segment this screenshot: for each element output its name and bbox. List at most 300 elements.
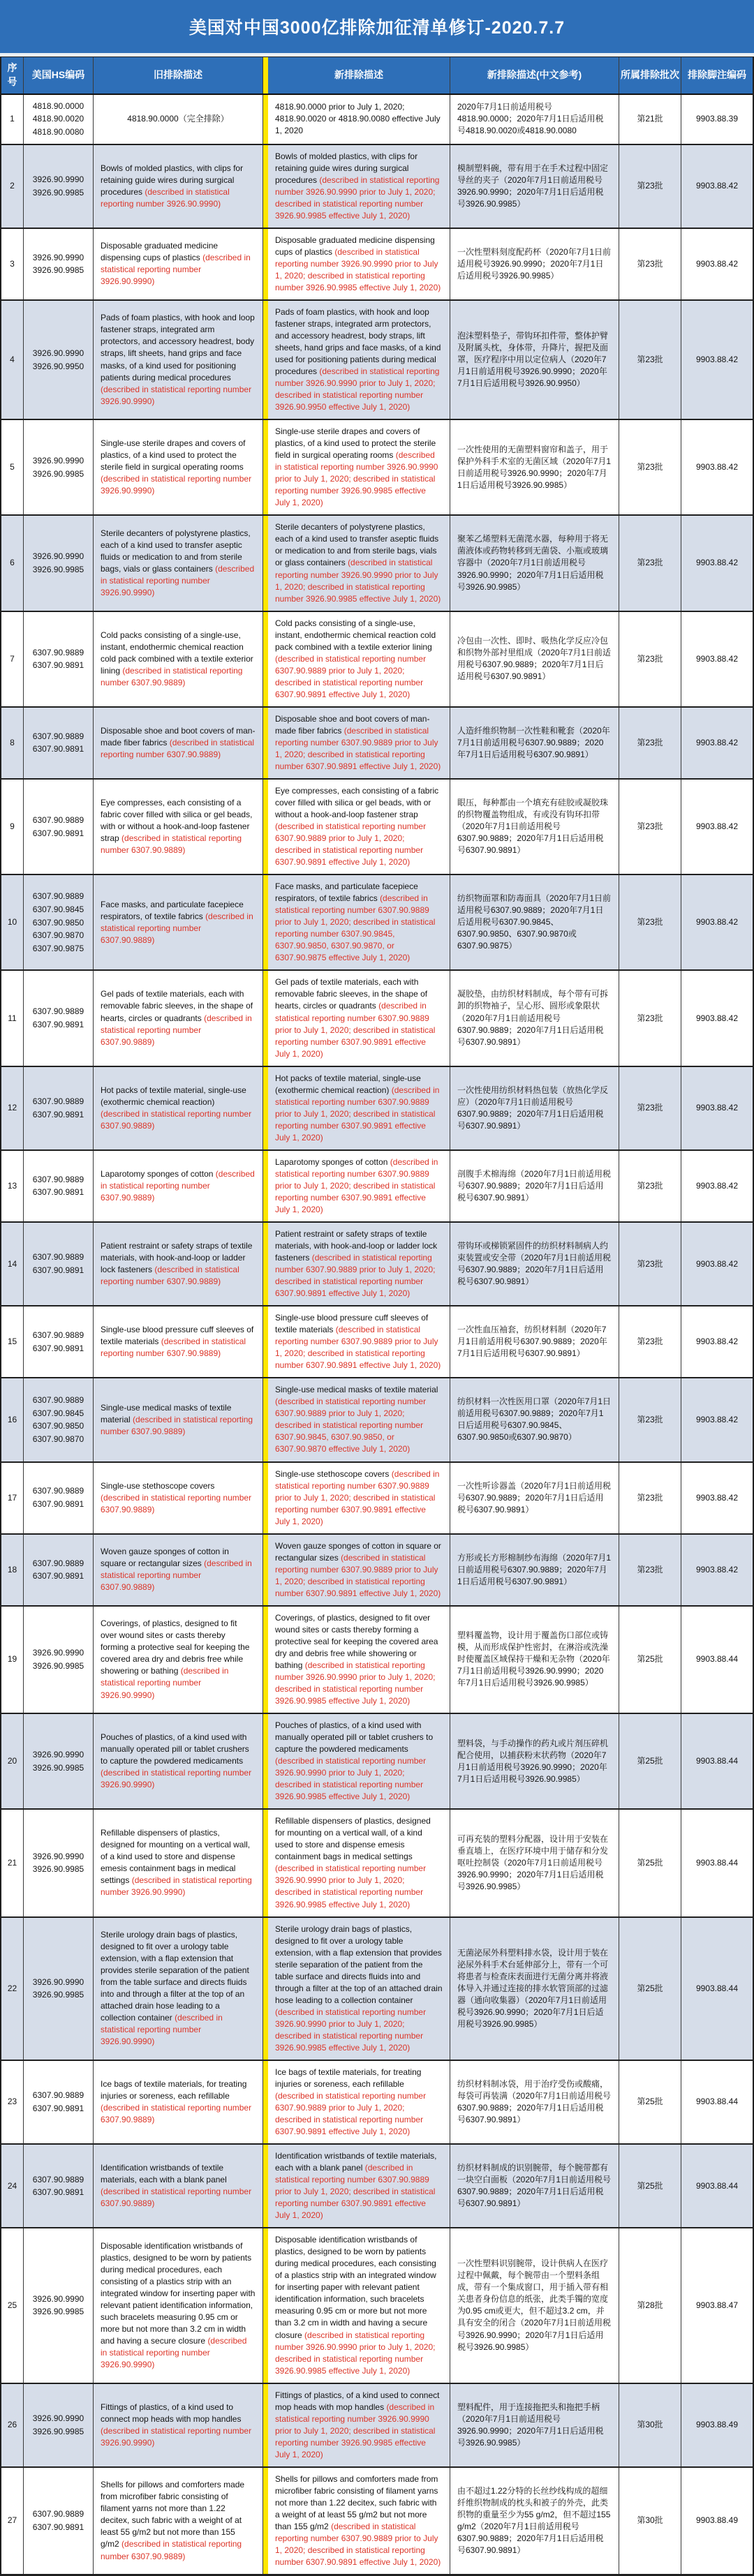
hs-code: 3926.90.9950 bbox=[32, 361, 84, 371]
new-desc-note: (described in statistical reporting number 3926.90.9990 prior to July 1, 2020; described in statistical reporting number 3926.90.9985 effective July 1, 2020) bbox=[275, 1756, 427, 1802]
new-desc-note: (described in statistical reporting number 6307.90.9889 prior to July 1, 2020; described in statistical reporting number 6307.90.9891 effective July 1, 2020) bbox=[275, 1468, 440, 1526]
cn-desc-cell: 眼压，每种都由一个填充有硅胶或凝胶珠的织物覆盖物组成，有或没有钩环扣带（2020年7月1日前适用税号6307.90.9889；2020年7月1日后适用税号6307.90.9891） bbox=[450, 780, 619, 874]
old-desc-note: (described in statistical reporting number 6307.90.9889) bbox=[101, 1558, 252, 1593]
old-desc-text: 4818.90.0000（完全排除） bbox=[127, 114, 229, 124]
hs-codes-cell bbox=[24, 420, 94, 514]
old-desc-cell bbox=[94, 2384, 263, 2466]
new-desc-cell bbox=[263, 516, 450, 610]
old-desc-cell bbox=[94, 708, 263, 778]
hs-code: 6307.90.9870 bbox=[32, 930, 84, 941]
new-desc-cell bbox=[263, 875, 450, 969]
batch-cell: 第23批 bbox=[619, 420, 681, 514]
old-desc-text: Single-use blood pressure cuff sleeves of textile materials bbox=[101, 1325, 254, 1347]
cn-desc-cell: 塑料覆盖物，设计用于覆盖伤口部位或铸模，从而形成保护性密封，在淋浴或洗澡时使覆盖区域保持干燥和无杂物（2020年7月1日前适用税号3926.90.9990；2020年7月1日后适用税号3926.90.9985） bbox=[450, 1607, 619, 1713]
cn-desc-cell: 方形或长方形棉制纱布海绵（2020年7月1日前适用税号6307.90.9889；2020年7月1日后适用税号6307.90.9891） bbox=[450, 1535, 619, 1605]
hs-codes-cell bbox=[24, 971, 94, 1065]
table-row bbox=[1, 708, 753, 780]
table-row bbox=[1, 1151, 753, 1223]
cn-desc-cell: 一次性使用的无菌塑料窗帘和盖子，用于保护外科手术室的无菌区域（2020年7月1日前适用税号3926.90.9990；2020年7月1日后适用税号3926.90.9985） bbox=[450, 420, 619, 514]
new-desc-note: (described in statistical reporting number 6307.90.9889 prior to July 1, 2020; described in statistical reporting number 6307.90.9891 effective July 1, 2020) bbox=[275, 1085, 440, 1142]
hs-codes-cell bbox=[24, 1607, 94, 1713]
new-desc-text: Gel pads of textile materials, each with removable fabric sleeves, in the shape of hearts, circles or quadrants bbox=[275, 977, 428, 1011]
hs-code: 3926.90.9990 bbox=[32, 1750, 84, 1760]
hs-codes-cell bbox=[24, 1378, 94, 1461]
hs-code: 6307.90.9889 bbox=[32, 1174, 84, 1184]
hs-code: 4818.90.0020 bbox=[32, 114, 84, 124]
cn-desc-cell: 模制塑料碗，带有用于在手术过程中固定导丝的夹子（2020年7月1日前适用税号3926.90.9990；2020年7月1日后适用税号3926.90.9985） bbox=[450, 145, 619, 228]
table-row bbox=[1, 420, 753, 516]
old-desc-note: (described in statistical reporting number 3926.90.9990) bbox=[101, 186, 230, 209]
row-number-cell: 8 bbox=[1, 708, 24, 778]
old-desc-text: Eye compresses, each consisting of a fabric cover filled with silica or gel beads, with or without a hook-and-loop fastener strap bbox=[101, 798, 253, 844]
hs-code: 6307.90.9891 bbox=[32, 2187, 84, 2198]
new-desc-note: (described in statistical reporting number 3926.90.9990 prior to July 1, 2020; described in statistical reporting number 3926.90.9985 effective July 1, 2020) bbox=[275, 1660, 436, 1706]
hs-code: 6307.90.9850 bbox=[32, 917, 84, 928]
batch-cell: 第21批 bbox=[619, 95, 681, 144]
old-desc-text: Single-use stethoscope covers bbox=[101, 1480, 215, 1491]
batch-cell: 第23批 bbox=[619, 1463, 681, 1533]
table-row bbox=[1, 1535, 753, 1607]
table-row bbox=[1, 1223, 753, 1306]
footnote-code-cell: 9903.88.44 bbox=[695, 1756, 739, 1766]
batch-cell: 第30批 bbox=[619, 2468, 681, 2574]
hs-code: 3926.90.9985 bbox=[32, 1660, 84, 1671]
old-desc-note: (described in statistical reporting number 3926.90.9990) bbox=[101, 1768, 252, 1790]
table-row bbox=[1, 2468, 753, 2574]
hs-code: 6307.90.9889 bbox=[32, 731, 84, 741]
hs-codes-cell bbox=[24, 1223, 94, 1305]
hs-code: 3926.90.9990 bbox=[32, 2293, 84, 2304]
old-desc-text: Bowls of molded plastics, with clips for retaining guide wires during surgical procedures bbox=[101, 163, 244, 197]
new-desc-text: Eye compresses, each consisting of a fabric cover filled with silica or gel beads, with or without a hook-and-loop fastener strap bbox=[275, 785, 439, 820]
new-desc-cell bbox=[263, 1067, 450, 1149]
old-desc-cell bbox=[94, 2468, 263, 2574]
old-desc-note: (described in statistical reporting number 6307.90.9889) bbox=[101, 1013, 252, 1047]
new-desc-text: Pads of foam plastics, with hook and loop fastener straps, integrated arm protectors, and accessory headrest, body straps, lift sheets, hand grips and face masks, of a kind used for positioning patients during medical procedures bbox=[275, 306, 441, 377]
new-desc-cell bbox=[263, 2384, 450, 2466]
new-desc-cell bbox=[263, 1607, 450, 1713]
old-desc-note: (described in statistical reporting number 3926.90.9990) bbox=[101, 384, 252, 406]
footnote-code-cell: 9903.88.42 bbox=[695, 1564, 739, 1574]
old-desc-text: Coverings, of plastics, designed to fit over wound sites or casts thereby forming a protective seal for keeping the covered area dry and debris free while showering or bathing bbox=[101, 1618, 250, 1676]
new-desc-note: (described in statistical reporting number 6307.90.9889 prior to July 1, 2020; described in statistical reporting number 6307.90.9891 effective July 1, 2020) bbox=[275, 1552, 441, 1598]
footnote-code-cell: 9903.88.42 bbox=[695, 1414, 739, 1424]
cn-desc-cell: 无菌泌尿外科塑料排水袋，设计用于装在泌尿外科手术台延伸部分上，带有一个可将患者与检查床表面进行无菌分离并将液体导入并通过连接的排水软管顶部的过滤器（通向收集器）（2020年7月1日前适用税号3926.90.9990；2020年7月1日后适用税号3926.90.9985） bbox=[450, 1918, 619, 2060]
new-desc-cell bbox=[263, 301, 450, 419]
old-desc-text: Sterile decanters of polystyrene plastics, each of a kind used to transfer aseptic fluids or medication to and from sterile bags, vials or glass containers bbox=[101, 528, 251, 574]
old-desc-text: Refillable dispensers of plastics, designed for mounting on a vertical wall, of a kind used to store and dispense emesis containment bags in medical settings bbox=[101, 1828, 251, 1886]
cn-desc-cell: 纺织材料制成的识别腕带，每个腕带都有一块空白面板（2020年7月1日前适用税号6307.90.9889；2020年7月1日后适用税号6307.90.9891） bbox=[450, 2145, 619, 2227]
old-desc-cell bbox=[94, 1714, 263, 1808]
row-number-cell: 11 bbox=[1, 971, 24, 1065]
footnote-code-cell: 9903.88.49 bbox=[695, 2420, 739, 2430]
new-desc-text: Sterile urology drain bags of plastics, designed to fit over a urology table extension, with a flap extension that provides sterile separation of the patient from the table surface and directs fluids into and through a filter at the top of an attached drain hose leading to a collection container bbox=[275, 1923, 443, 2005]
row-number-cell: 23 bbox=[1, 2061, 24, 2143]
old-desc-cell bbox=[94, 1151, 263, 1221]
table-row bbox=[1, 145, 753, 229]
new-desc-note: (described in statistical reporting number 6307.90.9889 prior to July 1, 2020; described in statistical reporting number 6307.90.9891 effective July 1, 2020) bbox=[275, 725, 441, 771]
new-desc-cell bbox=[263, 1151, 450, 1221]
hs-codes-cell bbox=[24, 95, 94, 144]
new-desc-note: (described in statistical reporting number 3926.90.9990 prior to July 1, 2020; described in statistical reporting number 3926.90.9985 effective July 1, 2020) bbox=[275, 2007, 427, 2053]
row-number-cell: 18 bbox=[1, 1535, 24, 1605]
old-desc-text: Pouches of plastics, of a kind used with manually operated pill or tablet crushers to capture the powdered medicaments bbox=[101, 1732, 249, 1766]
new-desc-text: Laparotomy sponges of cotton bbox=[275, 1156, 388, 1167]
row-number-cell: 19 bbox=[1, 1607, 24, 1713]
hs-code: 3926.90.9990 bbox=[32, 456, 84, 466]
cn-desc-cell: 纺织物面罩和防毒面具（2020年7月1日前适用税号6307.90.9889；2020年7月1日后适用税号6307.90.9845、6307.90.9850、6307.90.9870或6307.90.9875） bbox=[450, 875, 619, 969]
hs-code: 6307.90.9891 bbox=[32, 828, 84, 838]
table-body bbox=[1, 95, 753, 2574]
old-desc-note: (described in statistical reporting number 6307.90.9889) bbox=[101, 1492, 252, 1514]
new-desc-note: (described in statistical reporting number 3926.90.9990 prior to July 1, 2020; described in statistical reporting number 3926.90.9985 effective July 1, 2020) bbox=[275, 450, 438, 508]
batch-cell: 第23批 bbox=[619, 1067, 681, 1149]
cn-desc-cell: 纺织材料一次性医用口罩（2020年7月1日前适用税号6307.90.9889；2020年7月1日后适用税号6307.90.9845、6307.90.9850或6307.90.9870） bbox=[450, 1378, 619, 1461]
header-col-old-desc: 旧排除描述 bbox=[94, 57, 263, 94]
footnote-code-cell: 9903.88.42 bbox=[695, 821, 739, 832]
table-row bbox=[1, 1810, 753, 1917]
batch-cell: 第25批 bbox=[619, 1810, 681, 1916]
footnote-code-cell: 9903.88.49 bbox=[695, 2515, 739, 2526]
new-desc-text: Woven gauze sponges of cotton in square or rectangular sizes bbox=[275, 1540, 441, 1563]
new-desc-text: Single-use medical masks of textile material bbox=[275, 1385, 438, 1395]
footnote-code-cell: 9903.88.42 bbox=[695, 355, 739, 364]
old-desc-cell bbox=[94, 2145, 263, 2227]
new-desc-note: (described in statistical reporting number 6307.90.9889 prior to July 1, 2020; described in statistical reporting number 6307.90.9891 effective July 1, 2020) bbox=[275, 1325, 441, 1371]
hs-codes-cell bbox=[24, 1535, 94, 1605]
old-desc-note: (described in statistical reporting number 6307.90.9889) bbox=[101, 2102, 252, 2124]
row-number-cell: 27 bbox=[1, 2468, 24, 2574]
hs-code: 3926.90.9985 bbox=[32, 564, 84, 574]
hs-codes-cell bbox=[24, 1810, 94, 1916]
batch-cell: 第25批 bbox=[619, 1607, 681, 1713]
old-desc-note: (described in statistical reporting number 6307.90.9889) bbox=[101, 1108, 252, 1131]
new-desc-note: (described in statistical reporting number 6307.90.9889 prior to July 1, 2020; described in statistical reporting number 6307.90.9891 effective July 1, 2020) bbox=[275, 1253, 436, 1299]
row-number-cell: 17 bbox=[1, 1463, 24, 1533]
hs-codes-cell bbox=[24, 1306, 94, 1377]
new-desc-text: Disposable identification wristbands of plastics, designed to be worn by patients during medical procedures, each consisting of a plastics strip with an integrated window for inserting paper with relevant patient identification information, such bracelets measuring 0.95 cm or more but not more than 3.2 cm in width and having a secure closure bbox=[275, 2235, 436, 2340]
batch-cell: 第25批 bbox=[619, 1918, 681, 2060]
old-desc-text: Woven gauze sponges of cotton in square or rectangular sizes bbox=[101, 1547, 229, 1569]
exclusion-table bbox=[0, 57, 754, 2576]
hs-code: 6307.90.9845 bbox=[32, 1408, 84, 1418]
old-desc-note: (described in statistical reporting number 3926.90.9990) bbox=[101, 2336, 247, 2370]
hs-codes-cell bbox=[24, 2228, 94, 2382]
hs-codes-cell bbox=[24, 2145, 94, 2227]
row-number-cell: 9 bbox=[1, 780, 24, 874]
hs-codes-cell bbox=[24, 2384, 94, 2466]
cn-desc-cell: 一次性塑料刻度配药杯（2020年7月1日前适用税号3926.90.9990；2020年7月1日后适用税号3926.90.9985） bbox=[450, 229, 619, 299]
old-desc-cell bbox=[94, 229, 263, 299]
hs-codes-cell bbox=[24, 612, 94, 706]
old-desc-text: Single-use sterile drapes and covers of plastics, of a kind used to protect the sterile field in surgical operating rooms bbox=[101, 438, 246, 472]
old-desc-cell bbox=[94, 612, 263, 706]
footnote-code-cell: 9903.88.44 bbox=[695, 1983, 739, 1993]
batch-cell: 第25批 bbox=[619, 2061, 681, 2143]
hs-code: 3926.90.9985 bbox=[32, 468, 84, 479]
hs-code: 3926.90.9985 bbox=[32, 1864, 84, 1875]
row-number-cell: 24 bbox=[1, 2145, 24, 2227]
batch-cell: 第30批 bbox=[619, 2384, 681, 2466]
batch-cell: 第23批 bbox=[619, 612, 681, 706]
old-desc-cell bbox=[94, 95, 263, 144]
batch-cell: 第23批 bbox=[619, 1223, 681, 1305]
new-desc-note: (described in statistical reporting number 3926.90.9990 prior to July 1, 2020; described in statistical reporting number 3926.90.9985 effective July 1, 2020) bbox=[275, 558, 441, 604]
old-desc-note: (described in statistical reporting number 3926.90.9990) bbox=[101, 474, 252, 496]
new-desc-note: (described in statistical reporting number 6307.90.9889 prior to July 1, 2020; described in statistical reporting number 6307.90.9891 effective July 1, 2020) bbox=[275, 821, 427, 868]
new-desc-text: Patient restraint or safety straps of textile materials, with hook-and-loop or ladder lock fasteners bbox=[275, 1228, 438, 1263]
cn-desc-cell: 泡沫塑料垫子，带钩环扣件带，整体护臂及附属头枕，身体带，升降片，握把及面罩，医疗程序中用以定位病人（2020年7月1日前适用税号3926.90.9990；2020年7月1日后适用税号3926.90.9950） bbox=[450, 301, 619, 419]
table-row bbox=[1, 1463, 753, 1535]
table-row bbox=[1, 516, 753, 611]
new-desc-cell bbox=[263, 95, 450, 144]
header-col-new-desc: 新排除描述 bbox=[263, 57, 450, 94]
new-desc-cell bbox=[263, 1535, 450, 1605]
cn-desc-cell: 一次性使用纺织材料热包装（放热化学反应）（2020年7月1日前适用税号6307.90.9889；2020年7月1日后适用税号6307.90.9891） bbox=[450, 1067, 619, 1149]
table-row bbox=[1, 1918, 753, 2061]
header-col-batch: 所属排除批次 bbox=[619, 57, 681, 94]
new-desc-text: Disposable graduated medicine dispensing cups of plastics bbox=[275, 234, 435, 257]
table-row bbox=[1, 229, 753, 301]
old-desc-cell bbox=[94, 2061, 263, 2143]
footnote-code-cell: 9903.88.44 bbox=[695, 1654, 739, 1665]
footnote-code-cell: 9903.88.42 bbox=[695, 462, 739, 472]
hs-code: 6307.90.9850 bbox=[32, 1421, 84, 1431]
hs-code: 6307.90.9891 bbox=[32, 1499, 84, 1510]
old-desc-cell bbox=[94, 420, 263, 514]
batch-cell: 第23批 bbox=[619, 1378, 681, 1461]
table-row bbox=[1, 2061, 753, 2145]
footnote-code-cell: 9903.88.42 bbox=[695, 1337, 739, 1347]
new-desc-text: Refillable dispensers of plastics, designed for mounting on a vertical wall, of a kind used to store and dispense emesis containment bags in medical settings bbox=[275, 1816, 431, 1862]
footnote-code-cell: 9903.88.42 bbox=[695, 558, 739, 568]
old-desc-note: (described in statistical reporting number 6307.90.9889) bbox=[101, 665, 243, 687]
new-desc-cell bbox=[263, 1714, 450, 1808]
new-desc-note: (described in statistical reporting number 6307.90.9889 prior to July 1, 2020; described in statistical reporting number 6307.90.9891 effective July 1, 2020) bbox=[275, 1001, 436, 1059]
cn-desc-cell: 带钩环或梯锁紧固件的纺织材料制病人约束装置或安全带（2020年7月1日前适用税号6307.90.9889；2020年7月1日后适用税号6307.90.9891） bbox=[450, 1223, 619, 1305]
hs-codes-cell bbox=[24, 1067, 94, 1149]
new-desc-text: Fittings of plastics, of a kind used to connect mop heads with mop handles bbox=[275, 2390, 440, 2412]
new-desc-cell bbox=[263, 708, 450, 778]
old-desc-note: (described in statistical reporting number 3926.90.9990) bbox=[101, 253, 251, 287]
new-desc-cell bbox=[263, 2468, 450, 2574]
hs-codes-cell bbox=[24, 2468, 94, 2574]
table-row bbox=[1, 2145, 753, 2228]
table-row bbox=[1, 971, 753, 1066]
hs-code: 3926.90.9985 bbox=[32, 2426, 84, 2436]
new-desc-note: (described in statistical reporting number 6307.90.9889 prior to July 1, 2020; described in statistical reporting number 6307.90.9845, 6307.90.9850, 6307.90.9870, or 6307.90.9875 effective July 1, 2020) bbox=[275, 893, 436, 963]
old-desc-text: Single-use medical masks of textile material bbox=[101, 1402, 232, 1424]
hs-code: 6307.90.9889 bbox=[32, 1558, 84, 1568]
old-desc-note: (described in statistical reporting number 6307.90.9889) bbox=[101, 737, 255, 759]
new-desc-cell bbox=[263, 145, 450, 228]
new-desc-text: Cold packs consisting of a single-use, instant, endothermic chemical reaction cold pack combined with a textile exterior lining bbox=[275, 618, 436, 652]
hs-code: 3926.90.9985 bbox=[32, 2307, 84, 2317]
old-desc-cell bbox=[94, 1067, 263, 1149]
hs-codes-cell bbox=[24, 1463, 94, 1533]
header-col-index: 序号 bbox=[1, 57, 24, 94]
new-desc-cell bbox=[263, 420, 450, 514]
cn-desc-cell: 冷包由一次性、即时、吸热化学反应冷包和织物外部衬里组成（2020年7月1日前适用税号6307.90.9889；2020年7月1日后适用税号6307.90.9891） bbox=[450, 612, 619, 706]
row-number-cell: 20 bbox=[1, 1714, 24, 1808]
footnote-code-cell: 9903.88.44 bbox=[695, 2180, 739, 2191]
old-desc-text: Ice bags of textile materials, for treating injuries or soreness, each refillable bbox=[101, 2078, 247, 2101]
hs-code: 3926.90.9985 bbox=[32, 1990, 84, 2000]
hs-code: 6307.90.9870 bbox=[32, 1434, 84, 1444]
footnote-code-cell: 9903.88.42 bbox=[695, 181, 739, 191]
hs-code: 6307.90.9891 bbox=[32, 1020, 84, 1030]
new-desc-text: Single-use sterile drapes and covers of plastics, of a kind used to protect the sterile field in surgical operating rooms bbox=[275, 426, 436, 461]
hs-codes-cell bbox=[24, 1714, 94, 1808]
batch-cell: 第23批 bbox=[619, 708, 681, 778]
row-number-cell: 25 bbox=[1, 2228, 24, 2382]
hs-codes-cell bbox=[24, 708, 94, 778]
new-desc-note: (described in statistical reporting number 3926.90.9990 prior to July 1, 2020; described in statistical reporting number 3926.90.9950 effective July 1, 2020) bbox=[275, 366, 440, 412]
new-desc-text: Face masks, and particulate facepiece respirators, of textile fabrics bbox=[275, 881, 418, 904]
header-col-footnote: 排除脚注编码 bbox=[688, 68, 746, 80]
cn-desc-cell: 塑料袋，与手动操作的药丸或片剂压碎机配合使用，以捕获粉末状药物（2020年7月1日前适用税号3926.90.9990；2020年7月1日后适用税号3926.90.9985） bbox=[450, 1714, 619, 1808]
old-desc-text: Patient restraint or safety straps of textile materials, with hook-and-loop or ladder lock fasteners bbox=[101, 1241, 253, 1275]
new-desc-text: Ice bags of textile materials, for treating injuries or soreness, each refillable bbox=[275, 2067, 422, 2089]
hs-code: 3926.90.9985 bbox=[32, 1762, 84, 1773]
table-row bbox=[1, 612, 753, 708]
new-desc-note: (described in statistical reporting number 3926.90.9990 prior to July 1, 2020; described in statistical reporting number 3926.90.9985 effective July 1, 2020) bbox=[275, 2402, 436, 2459]
footnote-code-cell: 9903.88.42 bbox=[695, 653, 739, 664]
old-desc-text: Laparotomy sponges of cotton bbox=[101, 1168, 214, 1179]
footnote-code-cell: 9903.88.42 bbox=[695, 1180, 739, 1191]
table-row bbox=[1, 2384, 753, 2468]
hs-code: 3926.90.9990 bbox=[32, 1976, 84, 1987]
row-number-cell: 21 bbox=[1, 1810, 24, 1916]
old-desc-note: (described in statistical reporting number 3926.90.9990) bbox=[101, 2425, 252, 2448]
new-desc-text: Single-use blood pressure cuff sleeves of textile materials bbox=[275, 1313, 429, 1335]
hs-codes-cell bbox=[24, 301, 94, 419]
old-desc-cell bbox=[94, 875, 263, 969]
new-desc-note: (described in statistical reporting number 6307.90.9889 prior to July 1, 2020; described in statistical reporting number 6307.90.9845, 6307.90.9850, or 6307.90.9870 effective July 1, 2020) bbox=[275, 1397, 427, 1454]
header-col-cn-desc: 新排除描述(中文参考) bbox=[450, 57, 619, 94]
new-desc-cell bbox=[263, 1223, 450, 1305]
header-col-hs-code: 美国HS编码 bbox=[24, 57, 94, 94]
table-row bbox=[1, 875, 753, 971]
hs-code: 3926.90.9985 bbox=[32, 187, 84, 198]
batch-cell: 第23批 bbox=[619, 1151, 681, 1221]
hs-code: 6307.90.9891 bbox=[32, 1187, 84, 1198]
table-row bbox=[1, 1306, 753, 1378]
hs-code: 6307.90.9891 bbox=[32, 2103, 84, 2113]
old-desc-note: (described in statistical reporting number 6307.90.9889) bbox=[101, 911, 253, 945]
old-desc-cell bbox=[94, 2228, 263, 2382]
batch-cell: 第23批 bbox=[619, 875, 681, 969]
row-number-cell: 6 bbox=[1, 516, 24, 610]
new-desc-note: (described in statistical reporting number 3926.90.9990 prior to July 1, 2020; described in statistical reporting number 3926.90.9985 effective July 1, 2020) bbox=[275, 2330, 436, 2376]
cn-desc-cell: 一次性听诊器盖（2020年7月1日前适用税号6307.90.9889；2020年7月1日后适用税号6307.90.9891） bbox=[450, 1463, 619, 1533]
cn-desc-cell: 一次性塑料识别腕带，设计供病人在医疗过程中佩戴，每个腕带由一个塑料条组成，带有一个集成窗口，用于插入带有相关患者身份信息的纸张，此类手镯的宽度为0.95 cm或更大，但不超过3.2 cm，并具有安全的闭合（2020年7月1日前适用税号3926.90.9990；2020年7月1日后适用税号3926.90.9985） bbox=[450, 2228, 619, 2382]
old-desc-text: Cold packs consisting of a single-use, instant, endothermic chemical reaction cold pack combined with a textile exterior lining bbox=[101, 630, 253, 676]
row-number-cell: 14 bbox=[1, 1223, 24, 1305]
new-desc-note: (described in statistical reporting number 3926.90.9990 prior to July 1, 2020; described in statistical reporting number 3926.90.9985 effective July 1, 2020) bbox=[275, 174, 440, 221]
hs-code: 4818.90.0080 bbox=[32, 126, 84, 137]
row-number-cell: 26 bbox=[1, 2384, 24, 2466]
row-number-cell: 15 bbox=[1, 1306, 24, 1377]
row-number-cell: 1 bbox=[1, 95, 24, 144]
cn-desc-cell: 聚苯乙烯塑料无菌滗水器，每种用于将无菌液体或药物转移到无菌袋、小瓶或玻璃容器中（2020年7月1日前适用税号3926.90.9990；2020年7月1日后适用税号3926.90.9985） bbox=[450, 516, 619, 610]
old-desc-text: Face masks, and particulate facepiece respirators, of textile fabrics bbox=[101, 899, 244, 921]
new-desc-text: Coverings, of plastics, designed to fit over wound sites or casts thereby forming a protective seal for keeping the covered area dry and debris free while showering or bathing bbox=[275, 1612, 438, 1670]
new-desc-note: (described in statistical reporting number 6307.90.9889 prior to July 1, 2020; described in statistical reporting number 6307.90.9891 effective July 1, 2020) bbox=[275, 2163, 436, 2221]
batch-cell: 第23批 bbox=[619, 1535, 681, 1605]
new-desc-cell bbox=[263, 1306, 450, 1377]
hs-code: 6307.90.9889 bbox=[32, 647, 84, 657]
old-desc-cell bbox=[94, 1810, 263, 1916]
old-desc-cell bbox=[94, 1378, 263, 1461]
hs-code: 3926.90.9990 bbox=[32, 1648, 84, 1658]
footnote-code-cell: 9903.88.44 bbox=[695, 2097, 739, 2107]
batch-cell: 第23批 bbox=[619, 516, 681, 610]
hs-code: 6307.90.9891 bbox=[32, 744, 84, 754]
footnote-code-cell: 9903.88.47 bbox=[695, 2300, 739, 2310]
hs-code: 3926.90.9990 bbox=[32, 348, 84, 358]
batch-cell: 第25批 bbox=[619, 2145, 681, 2227]
new-desc-note: (described in statistical reporting number 3926.90.9990 prior to July 1, 2020; described in statistical reporting number 3926.90.9985 effective July 1, 2020) bbox=[275, 246, 441, 292]
hs-code: 6307.90.9889 bbox=[32, 1486, 84, 1496]
batch-cell: 第23批 bbox=[619, 229, 681, 299]
batch-cell: 第23批 bbox=[619, 971, 681, 1065]
old-desc-cell bbox=[94, 516, 263, 610]
old-desc-cell bbox=[94, 780, 263, 874]
new-desc-note: (described in statistical reporting number 6307.90.9889 prior to July 1, 2020; described in statistical reporting number 6307.90.9891 effective July 1, 2020) bbox=[275, 653, 427, 699]
old-desc-note: (described in statistical reporting number 3926.90.9990) bbox=[101, 1875, 252, 1898]
hs-code: 6307.90.9889 bbox=[32, 2174, 84, 2184]
row-number-cell: 22 bbox=[1, 1918, 24, 2060]
old-desc-text: Identification wristbands of textile materials, each with a blank panel bbox=[101, 2163, 227, 2185]
new-desc-cell bbox=[263, 2228, 450, 2382]
table-row bbox=[1, 301, 753, 420]
new-desc-text: Sterile decanters of polystyrene plastics, each of a kind used to transfer aseptic fluids or medication to and from sterile bags, vials or glass containers bbox=[275, 522, 439, 568]
footnote-code-cell: 9903.88.42 bbox=[695, 1258, 739, 1269]
hs-code: 6307.90.9891 bbox=[32, 1109, 84, 1119]
old-desc-cell bbox=[94, 1535, 263, 1605]
batch-cell: 第25批 bbox=[619, 1714, 681, 1808]
batch-cell: 第23批 bbox=[619, 1306, 681, 1377]
batch-cell: 第28批 bbox=[619, 2228, 681, 2382]
row-number-cell: 7 bbox=[1, 612, 24, 706]
old-desc-note: (described in statistical reporting number 6307.90.9889) bbox=[101, 2187, 252, 2209]
cn-desc-cell: 塑料配件，用于连接拖把头和拖把手柄（2020年7月1日前适用税号3926.90.9990；2020年7月1日后适用税号3926.90.9985） bbox=[450, 2384, 619, 2466]
batch-cell: 第23批 bbox=[619, 145, 681, 228]
row-number-cell: 12 bbox=[1, 1067, 24, 1149]
old-desc-text: Shells for pillows and comforters made from microfiber fabric consisting of filament yarns not more than 1.22 decitex, such fabric with a weight of at least 55 g/m2 but not more than 155 g/m2 bbox=[101, 2480, 245, 2549]
new-desc-note: (described in statistical reporting number 3926.90.9990 prior to July 1, 2020; described in statistical reporting number 3926.90.9985 effective July 1, 2020) bbox=[275, 1863, 427, 1909]
hs-codes-cell bbox=[24, 229, 94, 299]
old-desc-text: Disposable identification wristbands of plastics, designed to be worn by patients during medical procedures, each consisting of a plastics strip with an integrated window for inserting paper with relevant patient identification information, such bracelets measuring 0.95 cm or more but not more than 3.2 cm in width and having a secure closure bbox=[101, 2240, 256, 2346]
footnote-code-cell: 9903.88.42 bbox=[695, 1492, 739, 1503]
new-desc-cell bbox=[263, 229, 450, 299]
row-number-cell: 3 bbox=[1, 229, 24, 299]
hs-code: 6307.90.9875 bbox=[32, 943, 84, 953]
old-desc-text: Gel pads of textile materials, each with removable fabric sleeves, in the shape of hearts, circles or quadrants bbox=[101, 989, 253, 1023]
new-desc-text: Single-use stethoscope covers bbox=[275, 1468, 390, 1479]
old-desc-note: (described in statistical reporting number 6307.90.9889) bbox=[101, 1168, 255, 1203]
footnote-code-cell: 9903.88.42 bbox=[695, 737, 739, 747]
footnote-code-cell: 9903.88.44 bbox=[695, 1857, 739, 1868]
hs-codes-cell bbox=[24, 780, 94, 874]
old-desc-text: Fittings of plastics, of a kind used to connect mop heads with mop handles bbox=[101, 2402, 242, 2424]
new-desc-text: Disposable shoe and boot covers of man-made fiber fabrics bbox=[275, 713, 430, 736]
cn-desc-cell: 由不超过1.22分特的长丝纱线构成的超细纤维织物制成的枕头和被子的外壳，此类织物的重量至少为55 g/m2，但不超过155 g/m2（2020年7月1日前适用税号6307.90.9889；2020年7月1日后适用税号6307.90.9891） bbox=[450, 2468, 619, 2574]
new-desc-text: Pouches of plastics, of a kind used with manually operated pill or tablet crushers to capture the powdered medicaments bbox=[275, 1720, 434, 1755]
new-desc-text: Identification wristbands of textile materials, each with a blank panel bbox=[275, 2151, 437, 2173]
hs-code: 3926.90.9985 bbox=[32, 265, 84, 276]
